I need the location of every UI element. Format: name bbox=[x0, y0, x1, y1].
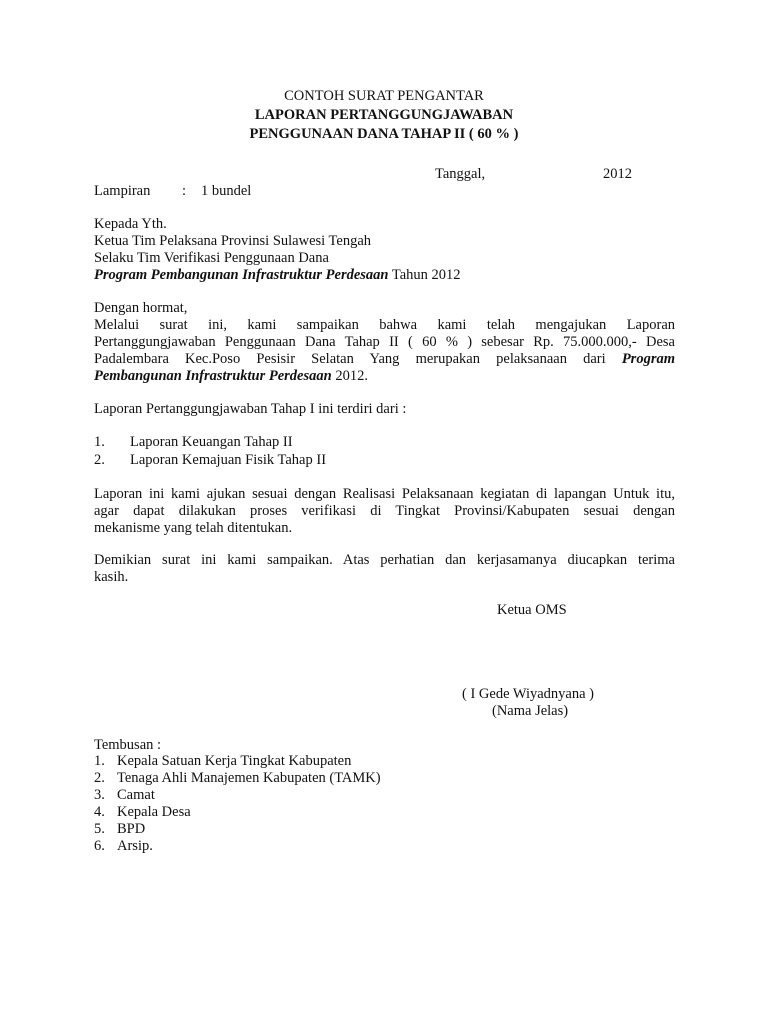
signature-note: (Nama Jelas) bbox=[492, 703, 569, 719]
recipient-program bbox=[94, 267, 461, 284]
list-item: Laporan Keuangan Tahap II bbox=[130, 434, 293, 450]
cc-number: 4. bbox=[94, 804, 105, 820]
program-emphasis: Program bbox=[621, 351, 675, 367]
greeting: Dengan hormat, bbox=[94, 300, 188, 316]
list-item: Laporan Kemajuan Fisik Tahap II bbox=[130, 452, 327, 468]
lampiran-value: 1 bundel bbox=[201, 183, 252, 199]
cc-item: Arsip. bbox=[117, 838, 153, 854]
program-emphasis: Pembangunan Infrastruktur Perdesaan bbox=[94, 368, 332, 384]
cc-item: Kepala Satuan Kerja Tingkat Kabupaten bbox=[117, 753, 352, 769]
lampiran-label: Lampiran bbox=[94, 183, 151, 199]
doc-subtitle: CONTOH SURAT PENGANTAR bbox=[284, 88, 484, 104]
paragraph-line: Demikian surat ini kami sampaikan. Atas perhatian dan kerjasamanya diucapkan terima bbox=[94, 552, 675, 568]
paragraph-line bbox=[94, 351, 675, 368]
paragraph-line: agar dapat dilakukan proses verifikasi di Tingkat Provinsi/Kabupaten sesuai dengan bbox=[94, 503, 675, 519]
recipient-line: Ketua Tim Pelaksana Provinsi Sulawesi Tengah bbox=[94, 233, 372, 249]
paragraph-text: Padalembara Kec.Poso Pesisir Selatan Yang merupakan pelaksanaan dari bbox=[94, 351, 622, 367]
doc-title-line1: LAPORAN PERTANGGUNGJAWABAN bbox=[254, 107, 514, 123]
recipient-line: Selaku Tim Verifikasi Penggunaan Dana bbox=[94, 250, 329, 266]
program-year: Tahun 2012 bbox=[388, 267, 461, 283]
program-name: Program Pembangunan Infrastruktur Perdesaan bbox=[94, 267, 389, 283]
paragraph-text: 2012. bbox=[331, 368, 368, 384]
cc-item: Camat bbox=[117, 787, 155, 803]
paragraph-line: Pertanggungjawaban Penggunaan Dana Tahap II ( 60 % ) sebesar Rp. 75.000.000,- Desa bbox=[94, 334, 675, 350]
paragraph-line bbox=[94, 368, 368, 385]
cc-item: Kepala Desa bbox=[117, 804, 191, 820]
paragraph-line: Melalui surat ini, kami sampaikan bahwa kami telah mengajukan Laporan bbox=[94, 317, 675, 333]
lampiran-colon: : bbox=[182, 183, 187, 199]
recipient-salutation: Kepada Yth. bbox=[94, 216, 167, 232]
paragraph-line: kasih. bbox=[94, 569, 129, 585]
cc-item: Tenaga Ahli Manajemen Kabupaten (TAMK) bbox=[117, 770, 381, 786]
signature-name: ( I Gede Wiyadnyana ) bbox=[462, 686, 595, 702]
date-label: Tanggal, bbox=[435, 166, 486, 182]
list-number: 2. bbox=[94, 452, 105, 468]
doc-title-line2: PENGGUNAAN DANA TAHAP II ( 60 % ) bbox=[249, 126, 519, 142]
cc-number: 2. bbox=[94, 770, 105, 786]
cc-number: 6. bbox=[94, 838, 105, 854]
tembusan-label: Tembusan : bbox=[94, 737, 162, 753]
cc-number: 1. bbox=[94, 753, 105, 769]
cc-number: 3. bbox=[94, 787, 105, 803]
signature-title: Ketua OMS bbox=[497, 602, 567, 618]
cc-number: 5. bbox=[94, 821, 105, 837]
list-number: 1. bbox=[94, 434, 105, 450]
paragraph-line: Laporan Pertanggungjawaban Tahap I ini terdiri dari : bbox=[94, 401, 407, 417]
cc-item: BPD bbox=[117, 821, 146, 837]
paragraph-line: Laporan ini kami ajukan sesuai dengan Realisasi Pelaksanaan kegiatan di lapangan Untuk itu, bbox=[94, 486, 675, 502]
paragraph-line: mekanisme yang telah ditentukan. bbox=[94, 520, 293, 536]
date-year: 2012 bbox=[603, 166, 632, 182]
